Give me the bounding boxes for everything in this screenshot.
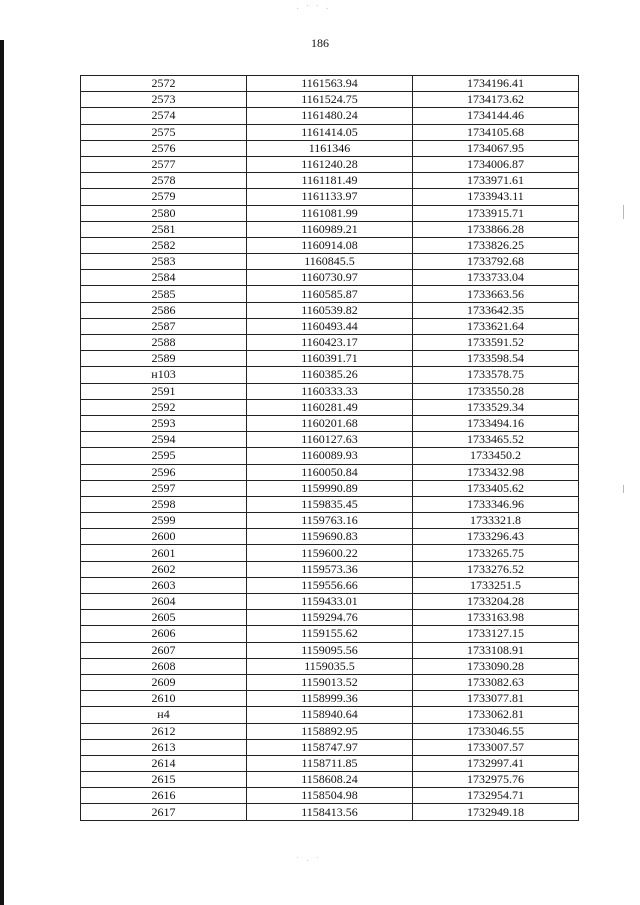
x-coordinate-cell: 1161346 [247,140,413,156]
table-row [81,205,579,221]
point-number-cell: 2577 [81,156,247,172]
point-number-cell: 2602 [81,561,247,577]
point-number-cell: 2583 [81,254,247,270]
table-row [81,610,579,626]
y-coordinate-cell: 1733432.98 [413,464,579,480]
x-coordinate-cell: 1159690.83 [247,529,413,545]
scan-artifact-bottom: ˙ · ˙ [296,856,321,867]
y-coordinate-cell: 1733450.2 [413,448,579,464]
x-coordinate-cell: 1159095.56 [247,642,413,658]
x-coordinate-cell: 1158940.64 [247,707,413,723]
table-row [81,772,579,788]
x-coordinate-cell: 1161414.05 [247,124,413,140]
y-coordinate-cell: 1733265.75 [413,545,579,561]
table-row [81,723,579,739]
table-row [81,156,579,172]
x-coordinate-cell: 1159155.62 [247,626,413,642]
x-coordinate-cell: 1160493.44 [247,318,413,334]
table-row [81,561,579,577]
table-row [81,383,579,399]
table-row [81,674,579,690]
point-number-cell: 2574 [81,108,247,124]
y-coordinate-cell: 1734196.41 [413,76,579,92]
table-row [81,399,579,415]
x-coordinate-cell: 1158413.56 [247,804,413,820]
point-number-cell: 2603 [81,577,247,593]
y-coordinate-cell: 1733062.81 [413,707,579,723]
y-coordinate-cell: 1733251.5 [413,577,579,593]
y-coordinate-cell: 1734144.46 [413,108,579,124]
x-coordinate-cell: 1160539.82 [247,302,413,318]
table-row [81,302,579,318]
point-number-cell: 2609 [81,674,247,690]
x-coordinate-cell: 1161480.24 [247,108,413,124]
x-coordinate-cell: 1161081.99 [247,205,413,221]
scan-tick-right-1 [623,205,624,219]
point-number-cell: 2613 [81,739,247,755]
table-row [81,626,579,642]
point-number-cell: 2616 [81,788,247,804]
x-coordinate-cell: 1161181.49 [247,173,413,189]
x-coordinate-cell: 1160423.17 [247,335,413,351]
y-coordinate-cell: 1733346.96 [413,496,579,512]
y-coordinate-cell: 1733943.11 [413,189,579,205]
y-coordinate-cell: 1733296.43 [413,529,579,545]
x-coordinate-cell: 1160127.63 [247,432,413,448]
y-coordinate-cell: 1733127.15 [413,626,579,642]
x-coordinate-cell: 1160914.08 [247,237,413,253]
y-coordinate-cell: 1733866.28 [413,221,579,237]
table-row [81,707,579,723]
point-number-cell: 2617 [81,804,247,820]
table-row [81,92,579,108]
y-coordinate-cell: 1733204.28 [413,594,579,610]
y-coordinate-cell: 1733621.64 [413,318,579,334]
point-number-cell: 2597 [81,480,247,496]
x-coordinate-cell: 1160385.26 [247,367,413,383]
x-coordinate-cell: 1160391.71 [247,351,413,367]
point-number-cell: 2580 [81,205,247,221]
table-row [81,642,579,658]
coordinates-table-body [81,76,579,821]
table-row [81,577,579,593]
y-coordinate-cell: 1733529.34 [413,399,579,415]
x-coordinate-cell: 1160585.87 [247,286,413,302]
y-coordinate-cell: 1733971.61 [413,173,579,189]
x-coordinate-cell: 1160333.33 [247,383,413,399]
x-coordinate-cell: 1159013.52 [247,674,413,690]
table-row [81,335,579,351]
y-coordinate-cell: 1733642.35 [413,302,579,318]
table-row [81,755,579,771]
point-number-cell: 2608 [81,658,247,674]
point-number-cell: 2576 [81,140,247,156]
table-row [81,270,579,286]
point-number-cell: 2579 [81,189,247,205]
x-coordinate-cell: 1159035.5 [247,658,413,674]
page-number: 186 [311,36,329,50]
x-coordinate-cell: 1158608.24 [247,772,413,788]
point-number-cell: 2591 [81,383,247,399]
table-row [81,432,579,448]
y-coordinate-cell: 1733915.71 [413,205,579,221]
x-coordinate-cell: 1160281.49 [247,399,413,415]
x-coordinate-cell: 1159763.16 [247,513,413,529]
point-number-cell: 2612 [81,723,247,739]
point-number-cell: 2614 [81,755,247,771]
y-coordinate-cell: 1733550.28 [413,383,579,399]
point-number-cell: 2572 [81,76,247,92]
table-row [81,529,579,545]
point-number-cell: 2594 [81,432,247,448]
table-row [81,254,579,270]
y-coordinate-cell: 1733163.98 [413,610,579,626]
y-coordinate-cell: 1733792.68 [413,254,579,270]
y-coordinate-cell: 1734173.62 [413,92,579,108]
point-number-cell: 2578 [81,173,247,189]
x-coordinate-cell: 1159573.36 [247,561,413,577]
y-coordinate-cell: 1733733.04 [413,270,579,286]
table-row [81,788,579,804]
x-coordinate-cell: 1159433.01 [247,594,413,610]
y-coordinate-cell: 1733108.91 [413,642,579,658]
table-row [81,286,579,302]
point-number-cell: 2615 [81,772,247,788]
point-number-cell: 2584 [81,270,247,286]
y-coordinate-cell: 1733591.52 [413,335,579,351]
table-row [81,496,579,512]
point-number-cell: н103 [81,367,247,383]
table-row [81,351,579,367]
y-coordinate-cell: 1733276.52 [413,561,579,577]
table-row [81,594,579,610]
y-coordinate-cell: 1732949.18 [413,804,579,820]
x-coordinate-cell: 1158504.98 [247,788,413,804]
table-row [81,464,579,480]
x-coordinate-cell: 1159835.45 [247,496,413,512]
x-coordinate-cell: 1159600.22 [247,545,413,561]
y-coordinate-cell: 1734067.95 [413,140,579,156]
point-number-cell: 2606 [81,626,247,642]
table-row [81,658,579,674]
table-row [81,221,579,237]
table-row [81,739,579,755]
y-coordinate-cell: 1733578.75 [413,367,579,383]
point-number-cell: 2605 [81,610,247,626]
table-row [81,76,579,92]
table-row [81,415,579,431]
point-number-cell: 2592 [81,399,247,415]
x-coordinate-cell: 1161563.94 [247,76,413,92]
x-coordinate-cell: 1161133.97 [247,189,413,205]
point-number-cell: 2600 [81,529,247,545]
x-coordinate-cell: 1159294.76 [247,610,413,626]
y-coordinate-cell: 1732954.71 [413,788,579,804]
point-number-cell: 2598 [81,496,247,512]
point-number-cell: 2596 [81,464,247,480]
x-coordinate-cell: 1160089.93 [247,448,413,464]
x-coordinate-cell: 1160845.5 [247,254,413,270]
x-coordinate-cell: 1159990.89 [247,480,413,496]
x-coordinate-cell: 1158747.97 [247,739,413,755]
point-number-cell: 2585 [81,286,247,302]
point-number-cell: 2586 [81,302,247,318]
scan-artifact-top: · ˙ ˙ · [296,4,331,15]
point-number-cell: 2607 [81,642,247,658]
table-row [81,108,579,124]
table-row [81,173,579,189]
x-coordinate-cell: 1158892.95 [247,723,413,739]
point-number-cell: 2581 [81,221,247,237]
x-coordinate-cell: 1161240.28 [247,156,413,172]
scan-tick-right-2 [623,485,624,493]
x-coordinate-cell: 1158999.36 [247,691,413,707]
table-row [81,448,579,464]
point-number-cell: 2595 [81,448,247,464]
point-number-cell: 2589 [81,351,247,367]
scan-left-edge-bar [0,40,4,905]
y-coordinate-cell: 1734006.87 [413,156,579,172]
x-coordinate-cell: 1159556.66 [247,577,413,593]
point-number-cell: 2610 [81,691,247,707]
y-coordinate-cell: 1733007.57 [413,739,579,755]
coordinates-table [80,75,579,821]
table-row [81,189,579,205]
table-row [81,367,579,383]
point-number-cell: 2604 [81,594,247,610]
x-coordinate-cell: 1160201.68 [247,415,413,431]
point-number-cell: 2575 [81,124,247,140]
x-coordinate-cell: 1158711.85 [247,755,413,771]
table-row [81,513,579,529]
table-row [81,804,579,820]
y-coordinate-cell: 1733494.16 [413,415,579,431]
y-coordinate-cell: 1733465.52 [413,432,579,448]
y-coordinate-cell: 1733663.56 [413,286,579,302]
y-coordinate-cell: 1733405.62 [413,480,579,496]
point-number-cell: 2599 [81,513,247,529]
point-number-cell: н4 [81,707,247,723]
point-number-cell: 2601 [81,545,247,561]
y-coordinate-cell: 1732997.41 [413,755,579,771]
y-coordinate-cell: 1733321.8 [413,513,579,529]
table-row [81,480,579,496]
point-number-cell: 2588 [81,335,247,351]
y-coordinate-cell: 1733046.55 [413,723,579,739]
x-coordinate-cell: 1160989.21 [247,221,413,237]
table-row [81,237,579,253]
point-number-cell: 2587 [81,318,247,334]
table-row [81,318,579,334]
x-coordinate-cell: 1160050.84 [247,464,413,480]
y-coordinate-cell: 1732975.76 [413,772,579,788]
table-row [81,124,579,140]
point-number-cell: 2573 [81,92,247,108]
y-coordinate-cell: 1733082.63 [413,674,579,690]
table-row [81,140,579,156]
y-coordinate-cell: 1733090.28 [413,658,579,674]
y-coordinate-cell: 1733826.25 [413,237,579,253]
y-coordinate-cell: 1733598.54 [413,351,579,367]
y-coordinate-cell: 1734105.68 [413,124,579,140]
table-row [81,545,579,561]
table-row [81,691,579,707]
x-coordinate-cell: 1161524.75 [247,92,413,108]
point-number-cell: 2582 [81,237,247,253]
y-coordinate-cell: 1733077.81 [413,691,579,707]
point-number-cell: 2593 [81,415,247,431]
x-coordinate-cell: 1160730.97 [247,270,413,286]
